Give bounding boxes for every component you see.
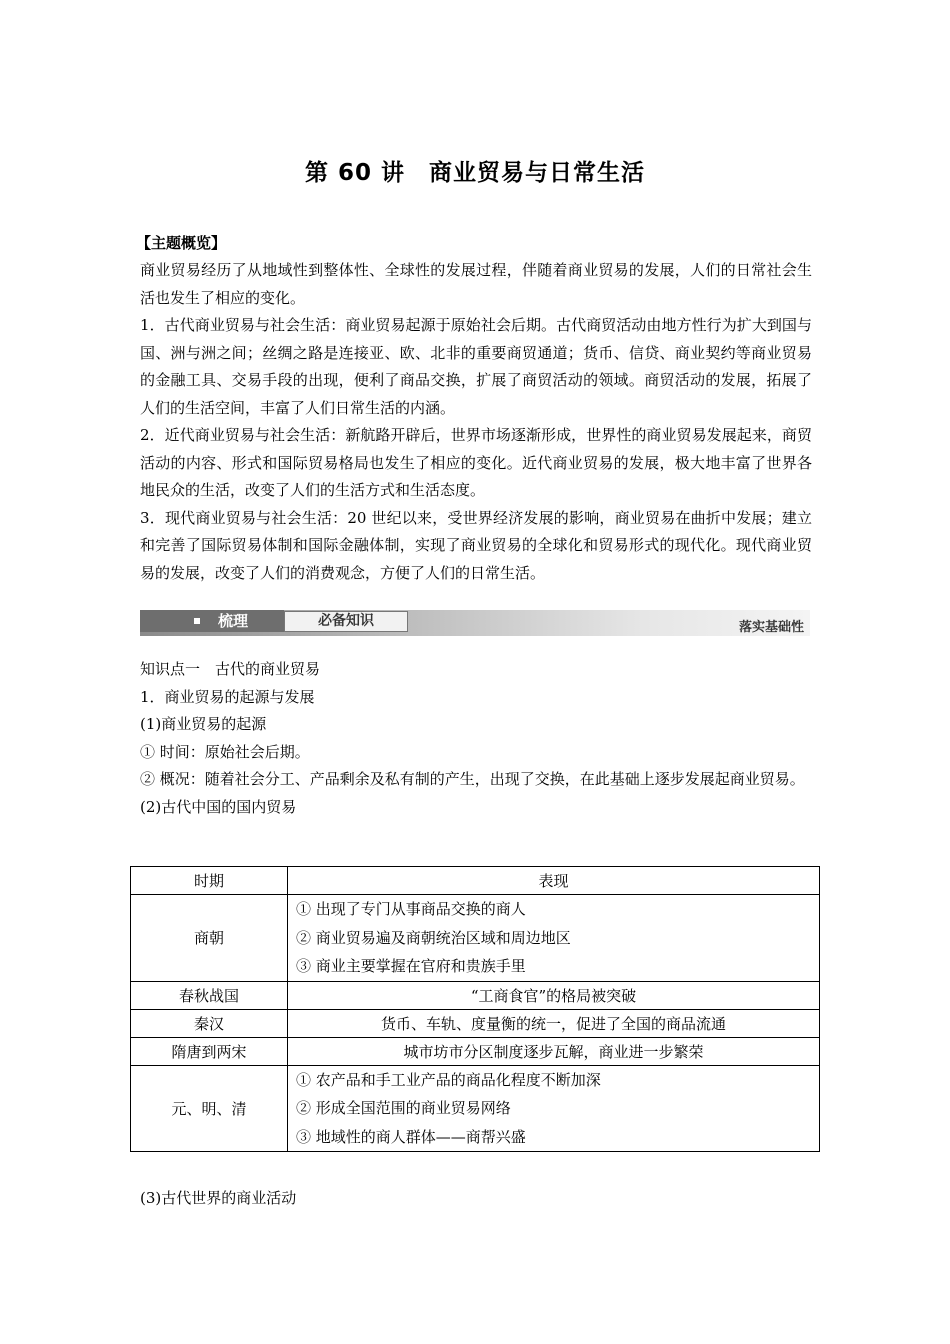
square-icon bbox=[194, 618, 200, 624]
overview-paragraph: 2．近代商业贸易与社会生活：新航路开辟后，世界市场逐渐形成，世界性的商业贸易发展起来，商贸活动的内容、形式和国际贸易格局也发生了相应的变化。近代商业贸易的发展，极大地丰富了世界各地民众的生活，改变了人们的生活方式和生活态度。 bbox=[140, 426, 812, 499]
knowledge-section bbox=[140, 656, 812, 821]
table-cell-content: “工商食官”的格局被突破 bbox=[288, 981, 820, 1009]
table-cell-line: ② 形成全国范围的商业贸易网络 bbox=[296, 1099, 511, 1117]
lecture-topic: 商业贸易与日常生活 bbox=[429, 160, 646, 186]
table-row bbox=[131, 895, 820, 982]
subheading: (2)古代中国的国内贸易 bbox=[140, 797, 297, 816]
table-cell-content: 货币、车轨、度量衡的统一，促进了全国的商品流通 bbox=[288, 1009, 820, 1037]
section-banner bbox=[140, 610, 810, 636]
table-cell-period: 隋唐到两宋 bbox=[131, 1037, 288, 1065]
table-cell-content bbox=[288, 895, 820, 982]
table-cell-line: ① 农产品和手工业产品的商品化程度不断加深 bbox=[296, 1070, 601, 1089]
table-row bbox=[131, 1009, 820, 1037]
overview-paragraph: 商业贸易经历了从地域性到整体性、全球性的发展过程，伴随着商业贸易的发展，人们的日常社会生活也发生了相应的变化。 bbox=[140, 261, 812, 307]
knowledge-item: ① 时间：原始社会后期。 bbox=[140, 742, 310, 761]
table-cell-period: 春秋战国 bbox=[131, 981, 288, 1009]
overview-label: 【主题概览】 bbox=[136, 234, 227, 252]
table-row bbox=[131, 981, 820, 1009]
table-cell-content: 城市坊市分区制度逐步瓦解，商业进一步繁荣 bbox=[288, 1037, 820, 1065]
banner-tab-sort bbox=[140, 610, 284, 632]
table-cell-period: 元、明、清 bbox=[131, 1065, 288, 1152]
page-title bbox=[0, 154, 950, 187]
table-row bbox=[131, 1065, 820, 1152]
overview-paragraph: 3．现代商业贸易与社会生活：20 世纪以来，受世界经济发展的影响，商业贸易在曲折中发展；建立和完善了国际贸易体制和国际金融体制，实现了商业贸易的全球化和贸易形式的现代化。现代商业贸易的发展，改变了人们的消费观念，方便了人们的日常生活。 bbox=[140, 508, 812, 582]
lecture-number: 第 60 讲 bbox=[304, 160, 406, 186]
overview-paragraph: 1．古代商业贸易与社会生活：商业贸易起源于原始社会后期。古代商贸活动由地方性行为扩大到国与国、洲与洲之间；丝绸之路是连接亚、欧、北非的重要商贸通道；货币、信贷、商业契约等商业贸易的金融工具、交易手段的出现，便利了商品交换，扩展了商贸活动的领域。商贸活动的发展，拓展了人们的生活空间，丰富了人们日常生活的内涵。 bbox=[140, 316, 812, 417]
subheading: (1)商业贸易的起源 bbox=[140, 715, 267, 733]
table-row bbox=[131, 1037, 820, 1065]
table-cell-line: ② 商业贸易遍及商朝统治区域和周边地区 bbox=[296, 928, 571, 947]
banner-tab-label: 梳理 bbox=[218, 612, 249, 630]
overview-text bbox=[140, 257, 812, 587]
trade-periods-table bbox=[130, 866, 820, 1152]
subheading: (3)古代世界的商业活动 bbox=[140, 1189, 297, 1207]
table-cell-line: ③ 地域性的商人群体——商帮兴盛 bbox=[296, 1127, 526, 1146]
banner-tab-knowledge: 必备知识 bbox=[284, 611, 408, 632]
knowledge-point-heading: 知识点一 古代的商业贸易 bbox=[140, 660, 321, 678]
table-cell-content bbox=[288, 1065, 820, 1152]
table-cell-line: ① 出现了专门从事商品交换的商人 bbox=[296, 900, 526, 918]
table-cell-period: 商朝 bbox=[131, 895, 288, 982]
subheading: 1．商业贸易的起源与发展 bbox=[140, 687, 315, 706]
banner-right-label: 落实基础性 bbox=[738, 620, 804, 635]
table-cell-period: 秦汉 bbox=[131, 1009, 288, 1037]
table-cell-line: ③ 商业主要掌握在官府和贵族手里 bbox=[296, 957, 526, 975]
table-header: 时期 bbox=[131, 867, 288, 895]
knowledge-item: ② 概况：随着社会分工、产品剩余及私有制的产生，出现了交换，在此基础上逐步发展起商业贸易。 bbox=[140, 770, 805, 788]
table-header-row bbox=[131, 867, 820, 895]
table-header: 表现 bbox=[288, 867, 820, 895]
